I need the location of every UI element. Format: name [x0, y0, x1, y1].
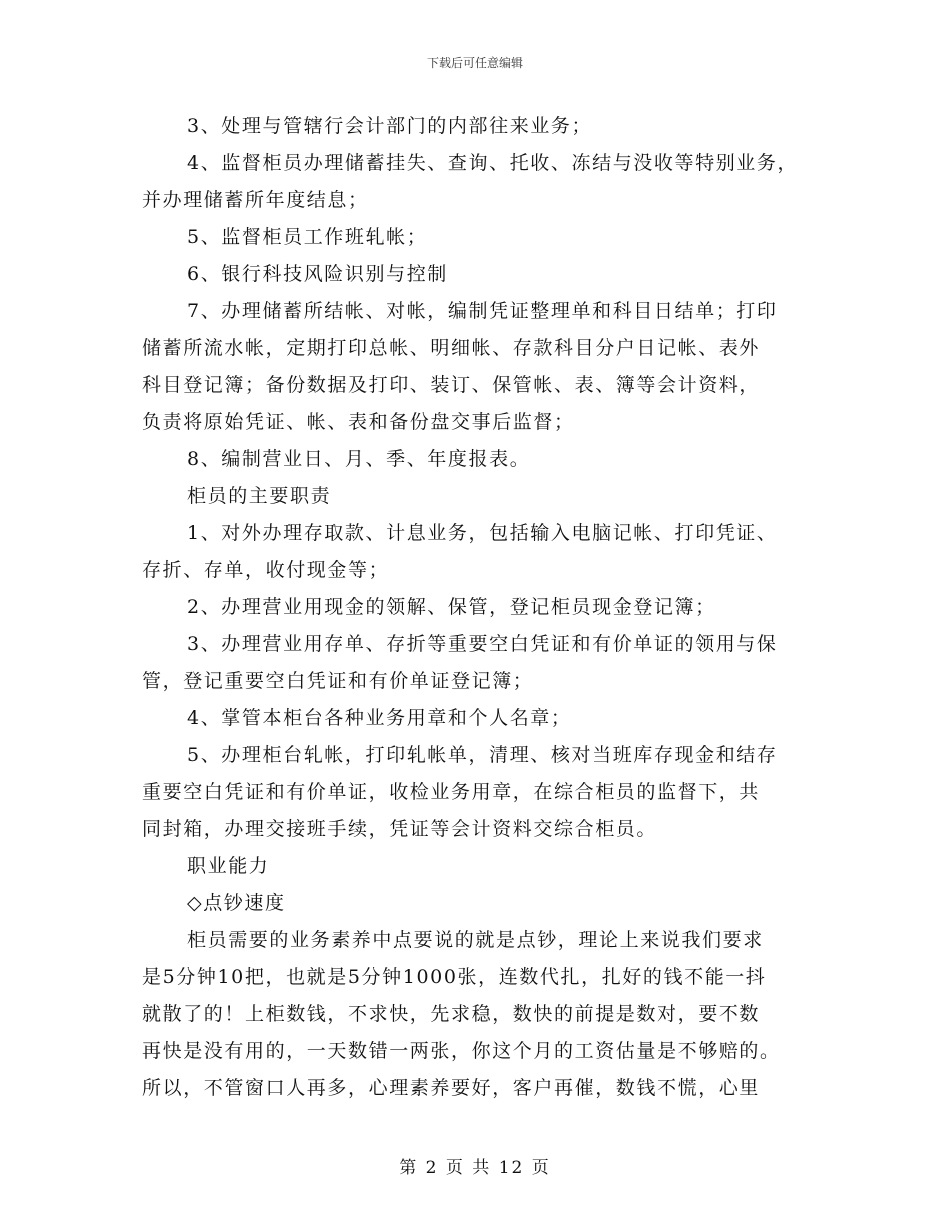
text-line: 2、办理营业用现金的领解、保管，登记柜员现金登记簿；: [187, 596, 716, 618]
text-line: 8、编制营业日、月、季、年度报表。: [187, 448, 531, 470]
text-line: 并办理储蓄所年度结息；: [142, 189, 369, 211]
page-footer: 第 2 页 共 12 页: [399, 1158, 551, 1178]
text-line: 柜员的主要职责: [187, 485, 332, 507]
document-body: [142, 108, 822, 1107]
text-line: 重要空白凭证和有价单证，收检业务用章，在综合柜员的监督下，共: [142, 781, 761, 803]
text-line: 柜员需要的业务素养中点要说的就是点钞，理论上来说我们要求: [187, 929, 764, 951]
text-line: 管，登记重要空白凭证和有价单证登记簿；: [142, 670, 534, 692]
text-line: 储蓄所流水帐，定期打印总帐、明细帐、存款科目分户日记帐、表外: [142, 337, 761, 359]
page-header: 下载后可任意编辑: [426, 56, 523, 70]
text-line: 负责将原始凭证、帐、表和备份盘交事后监督；: [142, 411, 575, 433]
text-line: 同封箱，办理交接班手续，凭证等会计资料交综合柜员。: [142, 818, 658, 840]
text-line: 存折、存单，收付现金等；: [142, 559, 390, 581]
text-line: 5、办理柜台轧帐，打印轧帐单，清理、核对当班库存现金和结存: [187, 744, 778, 766]
text-line: 3、处理与管辖行会计部门的内部往来业务；: [187, 115, 593, 137]
text-line: ◇点钞速度: [187, 892, 286, 914]
text-line: 6、银行科技风险识别与控制: [187, 263, 448, 285]
text-line: 科目登记簿；备份数据及打印、装订、保管帐、表、簿等会计资料，: [142, 374, 761, 396]
text-line: 7、办理储蓄所结帐、对帐，编制凭证整理单和科目日结单；打印: [187, 300, 778, 322]
text-line: 就散了的！上柜数钱，不求快，先求稳，数快的前提是数对，要不数: [142, 1003, 761, 1025]
text-line: 职业能力: [187, 855, 270, 877]
text-line: 再快是没有用的，一天数错一两张，你这个月的工资估量是不够赔的。: [142, 1040, 781, 1062]
text-line: 是5分钟10把，也就是5分钟1000张，连数代扎，扎好的钱不能一抖: [142, 966, 767, 988]
text-line: 4、监督柜员办理储蓄挂失、查询、托收、冻结与没收等特别业务，: [187, 152, 799, 174]
text-line: 1、对外办理存取款、计息业务，包括输入电脑记帐、打印凭证、: [187, 522, 778, 544]
text-line: 3、办理营业用存单、存折等重要空白凭证和有价单证的领用与保: [187, 633, 778, 655]
text-line: 5、监督柜员工作班轧帐；: [187, 226, 428, 248]
text-line: 所以，不管窗口人再多，心理素养要好，客户再催，数钱不慌，心里: [142, 1077, 761, 1099]
text-line: 4、掌管本柜台各种业务用章和个人名章；: [187, 707, 572, 729]
